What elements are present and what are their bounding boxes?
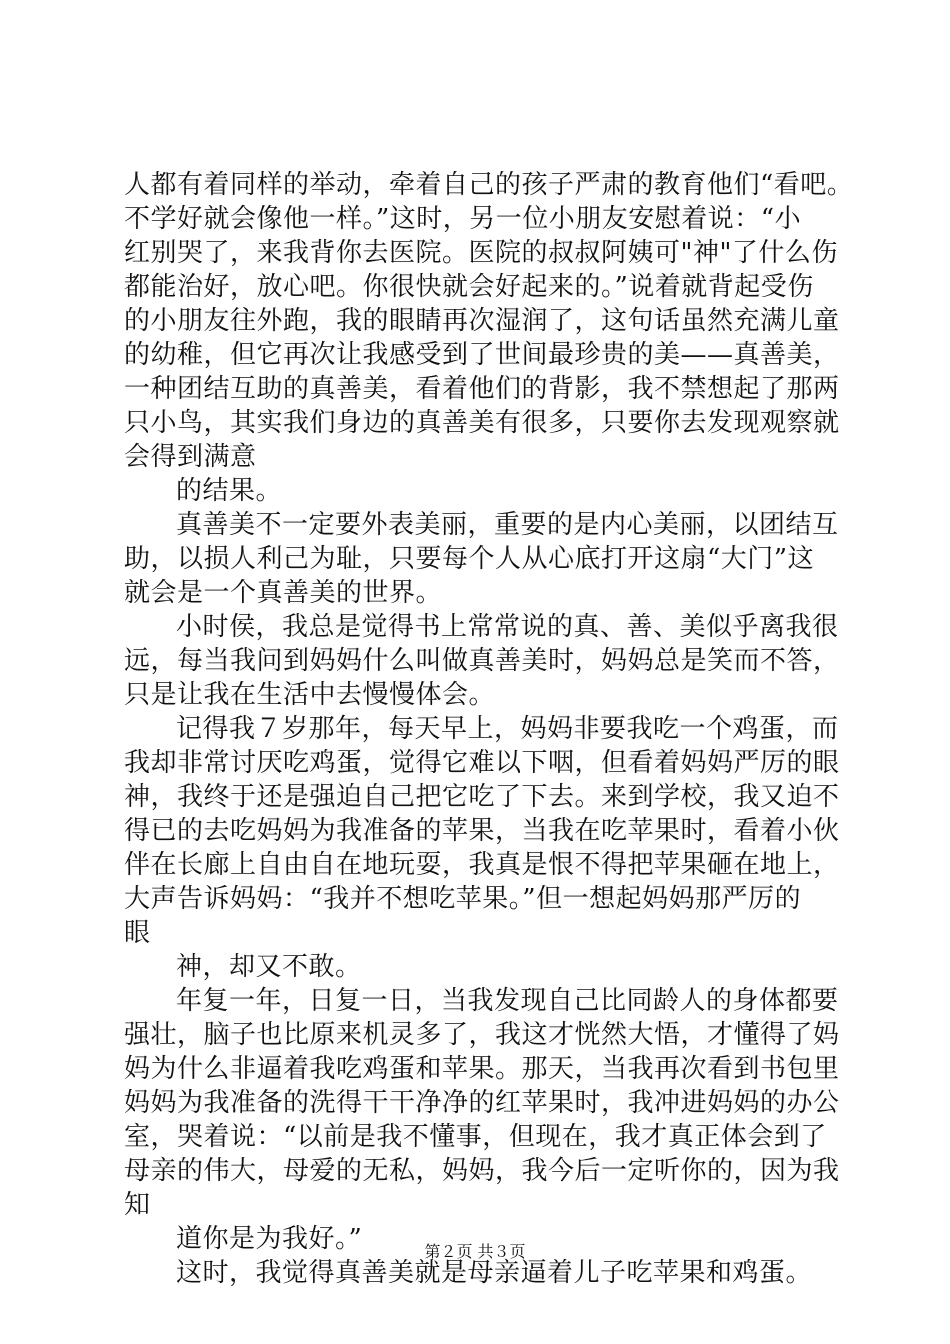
text-line: 道你是为我好。” xyxy=(176,1224,363,1254)
text-line: 强壮，脑子也比原来机灵多了，我这才恍然大悟，才懂得了妈 xyxy=(124,1020,840,1050)
text-line: 人都有着同样的举动，牵着自己的孩子严肃的教育他们“看吧。 xyxy=(124,170,854,200)
text-line: 我却非常讨厌吃鸡蛋，觉得它难以下咽，但看着妈妈严厉的眼 xyxy=(124,748,840,778)
text-line: 妈妈为我准备的洗得干干净净的红苹果时，我冲进妈妈的办公 xyxy=(124,1088,840,1118)
document-body xyxy=(124,168,854,1290)
text-line: 神，我终于还是强迫自己把它吃了下去。来到学校，我又迫不 xyxy=(124,782,840,812)
text-line: 红别哭了，来我背你去医院。医院的叔叔阿姨可"神"了什么伤 xyxy=(124,238,838,268)
text-line: 只小鸟，其实我们身边的真善美有很多，只要你去发现观察就 xyxy=(124,408,840,438)
text-line: 母亲的伟大，母爱的无私，妈妈，我今后一定听你的，因为我 xyxy=(124,1156,840,1186)
text-line: 室，哭着说：“以前是我不懂事，但现在，我才真正体会到了 xyxy=(124,1122,827,1152)
text-line: 都能治好，放心吧。你很快就会好起来的。”说着就背起受伤 xyxy=(124,272,814,302)
text-line: 只是让我在生活中去慢慢体会。 xyxy=(124,680,496,710)
text-line: 知 xyxy=(124,1190,151,1220)
text-line: 伴在长廊上自由自在地玩耍，我真是恨不得把苹果砸在地上， xyxy=(124,850,840,880)
text-line: 妈为什么非逼着我吃鸡蛋和苹果。那天，当我再次看到书包里 xyxy=(124,1054,840,1084)
text-line: 神，却又不敢。 xyxy=(176,952,362,982)
text-line: 年复一年，日复一日，当我发现自己比同龄人的身体都要 xyxy=(176,986,839,1016)
page-number-footer: 第２页 共３页 xyxy=(424,1242,526,1261)
text-line: 真善美不一定要外表美丽，重要的是内心美丽，以团结互 xyxy=(176,510,839,540)
text-line: 大声告诉妈妈：“我并不想吃苹果。”但一想起妈妈那严厉的 xyxy=(124,884,802,914)
text-line: 不学好就会像他一样。”这时，另一位小朋友安慰着说：“小 xyxy=(124,204,802,234)
text-line: 的幼稚，但它再次让我感受到了世间最珍贵的美——真善美， xyxy=(124,340,840,370)
text-line: 的结果。 xyxy=(176,476,283,506)
text-line: 助，以损人利己为耻，只要每个人从心底打开这扇“大门”这 xyxy=(124,544,815,574)
text-line: 记得我７岁那年，每天早上，妈妈非要我吃一个鸡蛋，而 xyxy=(176,714,839,744)
text-line: 得已的去吃妈妈为我准备的苹果，当我在吃苹果时，看着小伙 xyxy=(124,816,840,846)
text-line: 眼 xyxy=(124,918,151,948)
text-line: 这时，我觉得真善美就是母亲逼着儿子吃苹果和鸡蛋。 xyxy=(176,1258,813,1288)
text-line: 的小朋友往外跑，我的眼睛再次湿润了，这句话虽然充满儿童 xyxy=(124,306,840,336)
text-line: 就会是一个真善美的世界。 xyxy=(124,578,443,608)
text-line: 一种团结互助的真善美，看着他们的背影，我不禁想起了那两 xyxy=(124,374,840,404)
text-line: 会得到满意 xyxy=(124,442,257,472)
text-line: 小时侯，我总是觉得书上常常说的真、善、美似乎离我很 xyxy=(176,612,839,642)
text-line: 远，每当我问到妈妈什么叫做真善美时，妈妈总是笑而不答， xyxy=(124,646,840,676)
